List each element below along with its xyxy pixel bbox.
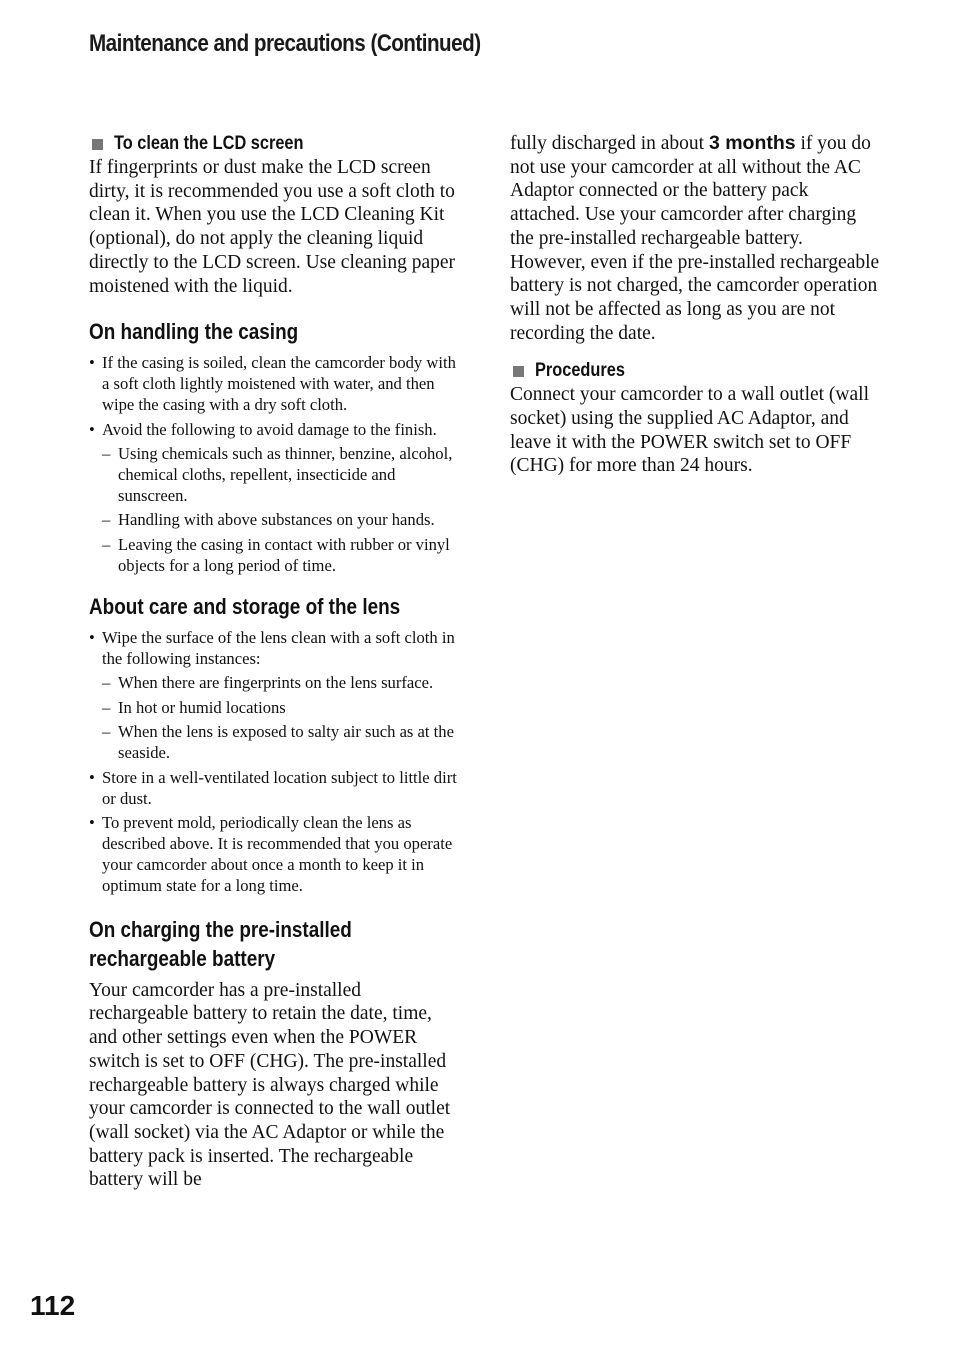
- list-item-text: Store in a well-ventilated location subject to little dirt or dust.: [102, 767, 457, 808]
- lens-list: [89, 627, 461, 896]
- procedures-subheading-text: Procedures: [535, 360, 625, 382]
- right-column: [510, 132, 882, 478]
- sub-list-item: [102, 443, 461, 506]
- battery-heading-line2: rechargeable battery: [89, 945, 276, 971]
- list-item-text: To prevent mold, periodically clean the lens as described above. It is recommended that you operate your camcorder about once a month to keep it in optimum state for a long time.: [102, 813, 453, 896]
- sub-list-item-text: Leaving the casing in contact with rubber or vinyl objects for a long period of time.: [118, 534, 450, 575]
- dash-mark: –: [102, 697, 111, 717]
- dash-mark: –: [102, 673, 111, 693]
- battery-continued-text: fully discharged in about: [510, 133, 709, 154]
- list-item: [89, 767, 461, 809]
- sub-list: [102, 443, 461, 576]
- sub-list-item-text: Handling with above substances on your hands.: [118, 510, 435, 530]
- dash-mark: –: [102, 443, 111, 463]
- casing-list: [89, 352, 461, 576]
- sub-list-item-text: When the lens is exposed to salty air such as at the seaside.: [118, 722, 454, 763]
- list-item: [89, 419, 461, 576]
- list-item: [89, 812, 461, 896]
- battery-paragraph-continued: [510, 132, 882, 251]
- sub-list-item-text: When there are fingerprints on the lens surface.: [118, 673, 434, 693]
- bullet-mark: •: [89, 419, 95, 439]
- procedures-subheading: [510, 359, 882, 383]
- sub-list-item: [102, 697, 461, 718]
- lcd-subheading-text: To clean the LCD screen: [114, 133, 304, 154]
- page-header-title: Maintenance and precautions (Continued): [89, 30, 481, 57]
- list-item: [89, 352, 461, 415]
- left-column: [89, 132, 461, 1192]
- battery-heading-line1: On charging the pre-installed: [89, 916, 352, 942]
- lens-heading: About care and storage of the lens: [89, 594, 401, 620]
- list-item: [89, 627, 461, 763]
- bullet-mark: •: [89, 767, 95, 787]
- bullet-mark: •: [89, 813, 95, 833]
- dash-mark: –: [102, 722, 111, 742]
- sub-list-item: [102, 672, 461, 693]
- square-bullet-icon: [92, 139, 103, 150]
- dash-mark: –: [102, 510, 111, 530]
- lcd-paragraph: If fingerprints or dust make the LCD screen dirty, it is recommended you use a soft cloth to clean it. When you use the LCD Cleaning Kit (optional), do not apply the cleaning liquid directly to the LCD screen. Use cleaning paper moistened with the liquid.: [89, 157, 456, 297]
- battery-continued-text-2: if you do not use your camcorder at all without the AC Adaptor connected or the battery pack attached. Use your camcorder after charging the pre-installed rechargeable battery.: [510, 133, 871, 249]
- bullet-mark: •: [89, 628, 95, 648]
- sub-list-item-text: Using chemicals such as thinner, benzine, alcohol, chemical cloths, repellent, insecticide and sunscreen.: [118, 443, 453, 505]
- sub-list: [102, 672, 461, 763]
- battery-paragraph-2: However, even if the pre-installed rechargeable battery is not charged, the camcorder operation will not be affected as long as you are not recording the date.: [510, 251, 880, 344]
- list-item-text: Wipe the surface of the lens clean with a soft cloth in the following instances:: [102, 628, 455, 669]
- dash-mark: –: [102, 534, 111, 554]
- bullet-mark: •: [89, 353, 95, 373]
- sub-list-item: [102, 534, 461, 576]
- square-bullet-icon: [513, 366, 524, 377]
- list-item-text: Avoid the following to avoid damage to the finish.: [102, 419, 437, 439]
- page-number: 112: [30, 1290, 76, 1321]
- sub-list-item: [102, 721, 461, 763]
- list-item-text: If the casing is soiled, clean the camcorder body with a soft cloth lightly moistened with water, and then wipe the casing with a dry soft cloth.: [102, 353, 456, 415]
- battery-paragraph: Your camcorder has a pre-installed rechargeable battery to retain the date, time, and other settings even when the POWER switch is set to OFF (CHG). The pre-installed rechargeable battery is always charged while your camcorder is connected to the wall outlet (wall socket) via the AC Adaptor or while the battery pack is inserted. The rechargeable battery will be: [89, 979, 451, 1191]
- procedures-paragraph: Connect your camcorder to a wall outlet (wall socket) using the supplied AC Adaptor, and leave it with the POWER switch set to OFF (CHG) for more than 24 hours.: [510, 384, 869, 477]
- lcd-subheading: [89, 132, 461, 156]
- casing-heading: On handling the casing: [89, 319, 299, 345]
- sub-list-item-text: In hot or humid locations: [118, 697, 286, 717]
- sub-list-item: [102, 509, 461, 530]
- battery-duration-emphasis: 3 months: [708, 132, 796, 154]
